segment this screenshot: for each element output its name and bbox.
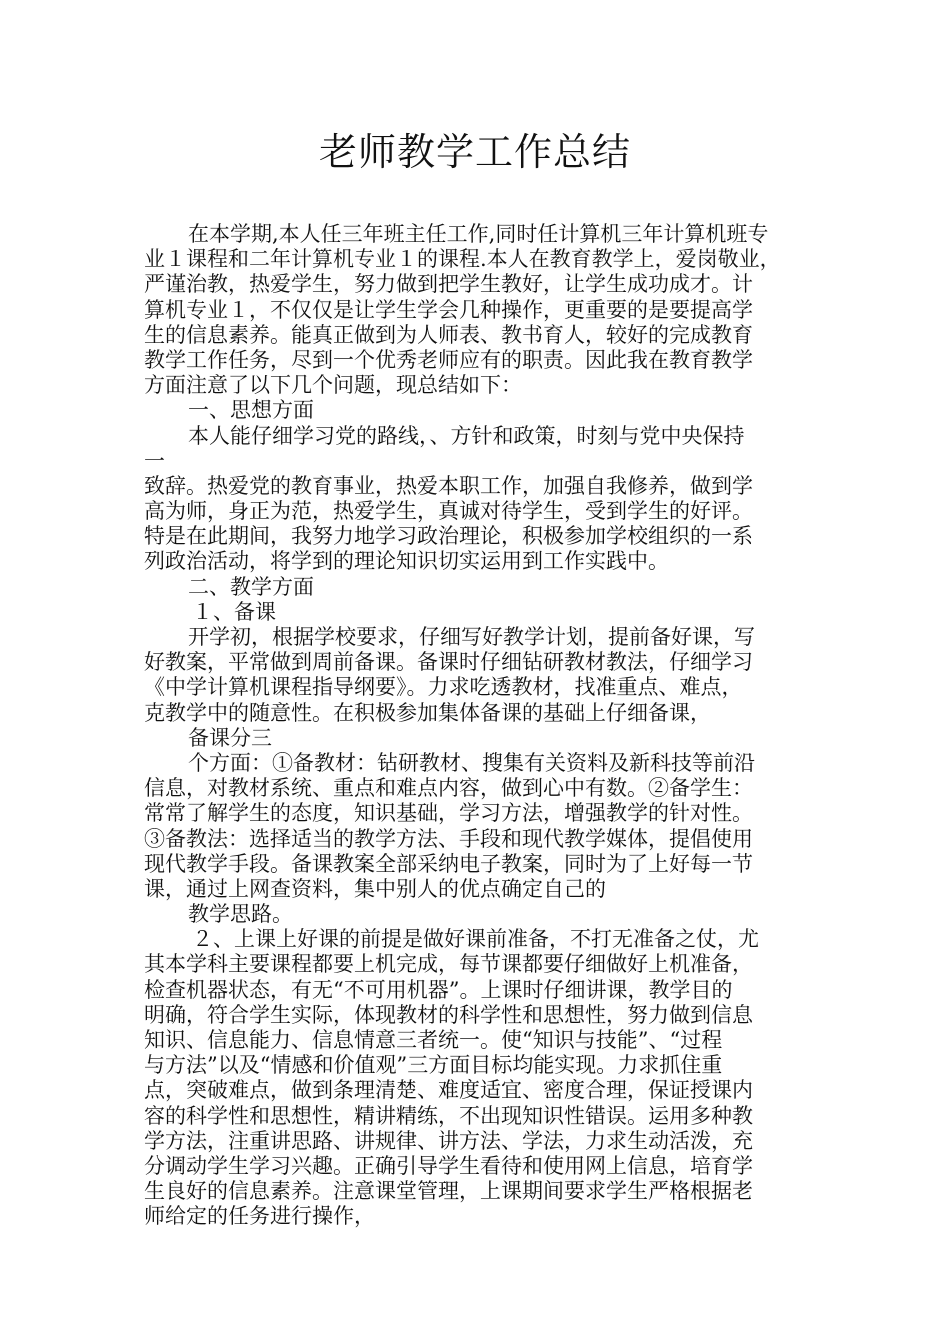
body-line: 点，突破难点，做到条理清楚、难度适宜、密度合理，保证授课内 <box>144 1078 753 1103</box>
body-line: 生良好的信息素养。注意课堂管理，上课期间要求学生严格根据老 <box>144 1179 753 1204</box>
body-line: 业１课程和二年计算机专业１的课程.本人在教育教学上，爱岗敬业， <box>144 247 781 272</box>
body-line: 二、教学方面 <box>188 574 314 599</box>
body-line: 特是在此期间，我努力地学习政治理论，积极参加学校组织的一系 <box>144 524 753 549</box>
body-line: 容的科学性和思想性，精讲精练，不出现知识性错误。运用多种教 <box>144 1103 753 1128</box>
body-line: １、备课 <box>192 599 276 624</box>
body-line: 一 <box>144 448 165 473</box>
body-line: 备课分三 <box>188 725 272 750</box>
body-line: 开学初，根据学校要求，仔细写好教学计划，提前备好课，写 <box>188 625 755 649</box>
body-line: 明确，符合学生实际，体现教材的科学性和思想性，努力做到信息 <box>144 1002 753 1027</box>
body-line: 分调动学生学习兴趣。正确引导学生看待和使用网上信息，培育学 <box>144 1153 753 1178</box>
body-line: 严谨治教，热爱学生，努力做到把学生教好，让学生成功成才。计 <box>144 272 753 297</box>
body-line: ③备教法：选择适当的教学方法、手段和现代教学媒体，提倡使用 <box>144 826 753 851</box>
body-line: 列政治活动，将学到的理论知识切实运用到工作实践中。 <box>144 549 669 574</box>
body-line: 在本学期,本人任三年班主任工作,同时任计算机三年计算机班专 <box>188 222 769 246</box>
body-line: 高为师，身正为范，热爱学生，真诚对待学生，受到学生的好评。 <box>144 499 753 524</box>
body-line: 检查机器状态，有无“不可用机器”。上课时仔细讲课，教学目的 <box>144 977 733 1002</box>
document-title: 老师教学工作总结 <box>318 130 631 174</box>
body-line: 克教学中的随意性。在积极参加集体备课的基础上仔细备课， <box>144 700 711 725</box>
body-line: 本人能仔细学习党的路线，、方针和政策，时刻与党中央保持 <box>188 423 745 448</box>
body-line: 《中学计算机课程指导纲要》。力求吃透教材，找准重点、难点， <box>144 675 743 700</box>
body-line: 个方面：①备教材：钻研教材、搜集有关资料及新科技等前沿 <box>188 750 755 775</box>
body-line: 算机专业１，不仅仅是让学生学会几种操作，更重要的是要提高学 <box>144 297 753 322</box>
body-line: 好教案，平常做到周前备课。备课时仔细钻研教材教法，仔细学习 <box>144 650 753 675</box>
body-line: 其本学科主要课程都要上机完成，每节课都要仔细做好上机准备， <box>144 952 753 977</box>
body-line: 致辞。热爱党的教育事业，热爱本职工作，加强自我修养，做到学 <box>144 473 753 498</box>
body-line: 与方法”以及“情感和价值观”三方面目标均能实现。力求抓住重 <box>144 1053 723 1078</box>
body-line: 常常了解学生的态度，知识基础，学习方法，增强教学的针对性。 <box>144 801 753 826</box>
body-line: 一、思想方面 <box>188 398 314 423</box>
body-line: 生的信息素养。能真正做到为人师表、教书育人，较好的完成教育 <box>144 322 753 347</box>
body-line: 学方法，注重讲思路、讲规律、讲方法、学法，力求生动活泼，充 <box>144 1128 753 1153</box>
body-line: 信息，对教材系统、重点和难点内容，做到心中有数。②备学生： <box>144 776 753 801</box>
document-body <box>144 222 814 1230</box>
body-line: 方面注意了以下几个问题，现总结如下： <box>144 373 522 398</box>
body-line: 师给定的任务进行操作， <box>144 1204 375 1229</box>
body-line: ２、上课上好课的前提是做好课前准备，不打无准备之仗，尤 <box>192 927 759 952</box>
body-line: 课，通过上网查资料，集中别人的优点确定自己的 <box>144 876 606 901</box>
body-line: 教学工作任务，尽到一个优秀老师应有的职责。因此我在教育教学 <box>144 347 753 372</box>
body-line: 现代教学手段。备课教案全部采纳电子教案，同时为了上好每一节 <box>144 851 753 876</box>
body-line: 知识、信息能力、信息情意三者统一。使“知识与技能”、“过程 <box>144 1028 723 1052</box>
body-line: 教学思路。 <box>188 902 293 927</box>
